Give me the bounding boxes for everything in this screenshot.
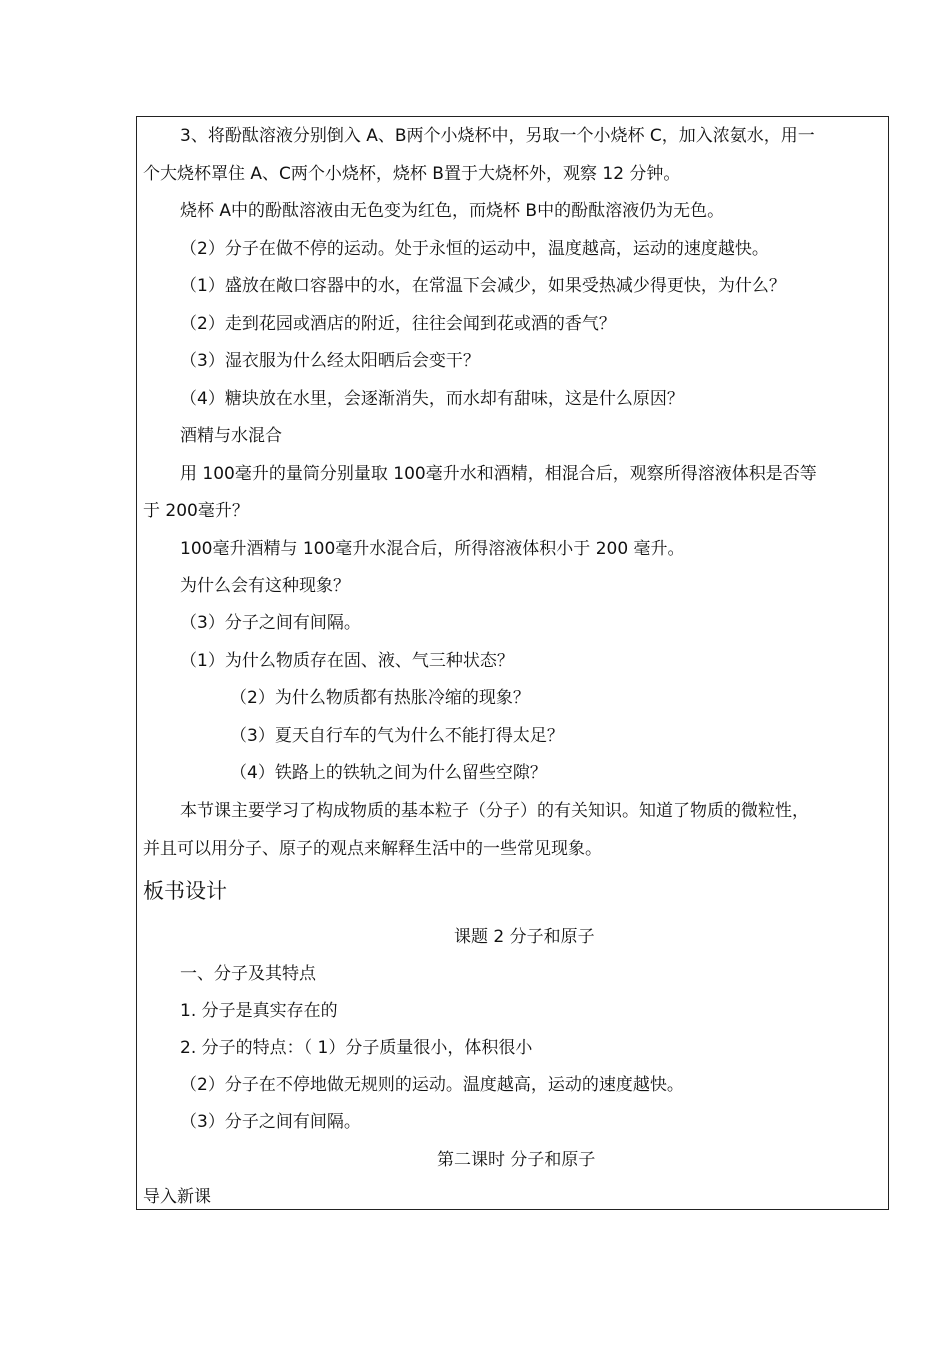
text-line: 一、分子及其特点 <box>180 964 316 984</box>
lesson-title: 第二课时 分子和原子 <box>437 1150 596 1170</box>
text-line: 导入新课 <box>143 1187 211 1207</box>
text-line: （4）糖块放在水里，会逐渐消失，而水却有甜味，这是什么原因？ <box>180 389 684 409</box>
board-title: 课题 2 分子和原子 <box>454 927 595 947</box>
section-heading: 板书设计 <box>143 879 227 903</box>
text-line: 2. 分子的特点：（ 1）分子质量很小，体积很小 <box>180 1038 533 1058</box>
text-line: （3）分子之间有间隔。 <box>180 1112 361 1132</box>
text-line: （1）盛放在敞口容器中的水，在常温下会减少，如果受热减少得更快，为什么？ <box>180 276 786 296</box>
text-line: （2）分子在做不停的运动。处于永恒的运动中，温度越高，运动的速度越快。 <box>180 239 769 259</box>
text-line: （2）为什么物质都有热胀冷缩的现象？ <box>230 688 530 708</box>
text-line: （4）铁路上的铁轨之间为什么留些空隙？ <box>230 763 547 783</box>
text-line: 1. 分子是真实存在的 <box>180 1001 338 1021</box>
text-line: （1）为什么物质存在固、液、气三种状态？ <box>180 651 514 671</box>
text-line: （3）分子之间有间隔。 <box>180 613 361 633</box>
text-line: 个大烧杯罩住 A、C两个小烧杯，烧杯 B置于大烧杯外，观察 12 分钟。 <box>143 164 681 184</box>
text-line: 3、将酚酞溶液分别倒入 A、B两个小烧杯中，另取一个小烧杯 C，加入浓氨水，用一 <box>180 126 815 146</box>
text-line: 100毫升酒精与 100毫升水混合后，所得溶液体积小于 200 毫升。 <box>180 539 685 559</box>
text-line: 用 100毫升的量筒分别量取 100毫升水和酒精，相混合后，观察所得溶液体积是否等 <box>180 464 817 484</box>
text-line: 本节课主要学习了构成物质的基本粒子（分子）的有关知识。知道了物质的微粒性， <box>180 801 809 821</box>
text-line: 为什么会有这种现象？ <box>180 576 350 596</box>
text-line: （2）走到花园或酒店的附近，往往会闻到花或酒的香气？ <box>180 314 616 334</box>
text-line: （3）湿衣服为什么经太阳晒后会变干？ <box>180 351 480 371</box>
text-line: 酒精与水混合 <box>180 426 282 446</box>
text-line: 烧杯 A中的酚酞溶液由无色变为红色，而烧杯 B中的酚酞溶液仍为无色。 <box>180 201 725 221</box>
text-line: （3）夏天自行车的气为什么不能打得太足？ <box>230 726 564 746</box>
text-line: （2）分子在不停地做无规则的运动。温度越高，运动的速度越快。 <box>180 1075 684 1095</box>
text-line: 于 200毫升？ <box>143 501 249 521</box>
text-line: 并且可以用分子、原子的观点来解释生活中的一些常见现象。 <box>143 839 602 859</box>
